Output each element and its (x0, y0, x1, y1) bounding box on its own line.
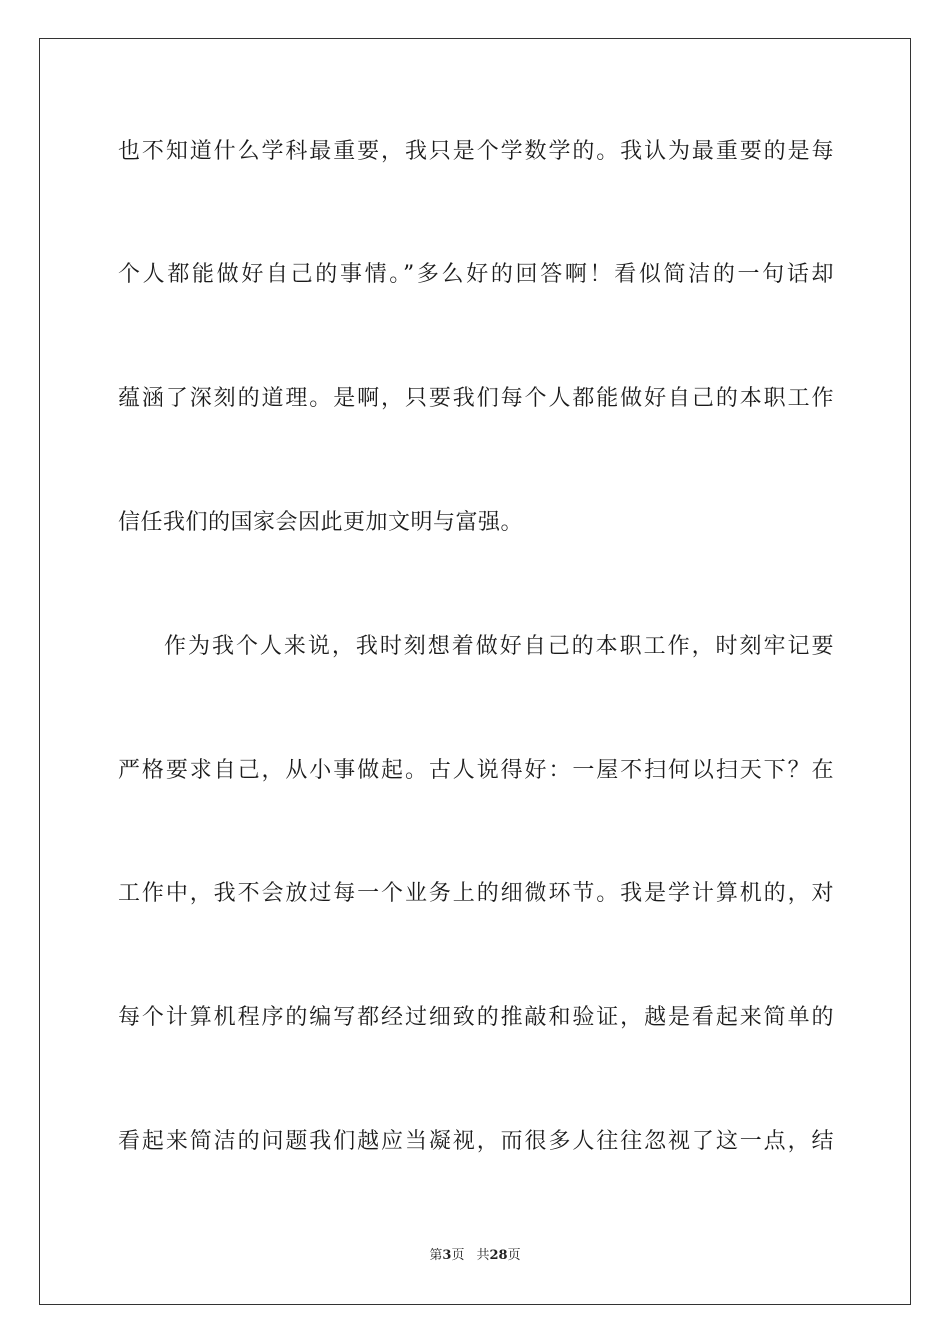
body-line-8: 每个计算机程序的编写都经过细致的推敲和验证，越是看起来简单的 (118, 1005, 834, 1030)
page-suffix: 页 (451, 1248, 465, 1263)
body-line-4: 信任我们的国家会因此更加文明与富强。 (118, 510, 524, 535)
body-line-6: 严格要求自己，从小事做起。古人说得好：一屋不扫何以扫天下？在 (118, 758, 834, 783)
page-number: 3 (442, 1248, 452, 1263)
total-prefix: 共 (476, 1248, 490, 1263)
body-line-3: 蕴涵了深刻的道理。是啊，只要我们每个人都能做好自己的本职工作 (118, 386, 834, 411)
body-line-5-paragraph-start: 作为我个人来说，我时刻想着做好自己的本职工作，时刻牢记要 (164, 634, 834, 659)
page-border (39, 38, 911, 1305)
total-pages: 28 (489, 1248, 508, 1263)
body-line-2: 个人都能做好自己的事情。”多么好的回答啊！看似简洁的一句话却 (118, 262, 834, 287)
page-footer (0, 1247, 950, 1265)
page-prefix: 第 (429, 1248, 443, 1263)
body-line-1: 也不知道什么学科最重要，我只是个学数学的。我认为最重要的是每 (118, 139, 834, 164)
body-line-9: 看起来简洁的问题我们越应当凝视，而很多人往往忽视了这一点，结 (118, 1129, 834, 1154)
total-suffix: 页 (507, 1248, 521, 1263)
body-line-7: 工作中，我不会放过每一个业务上的细微环节。我是学计算机的，对 (118, 881, 834, 906)
